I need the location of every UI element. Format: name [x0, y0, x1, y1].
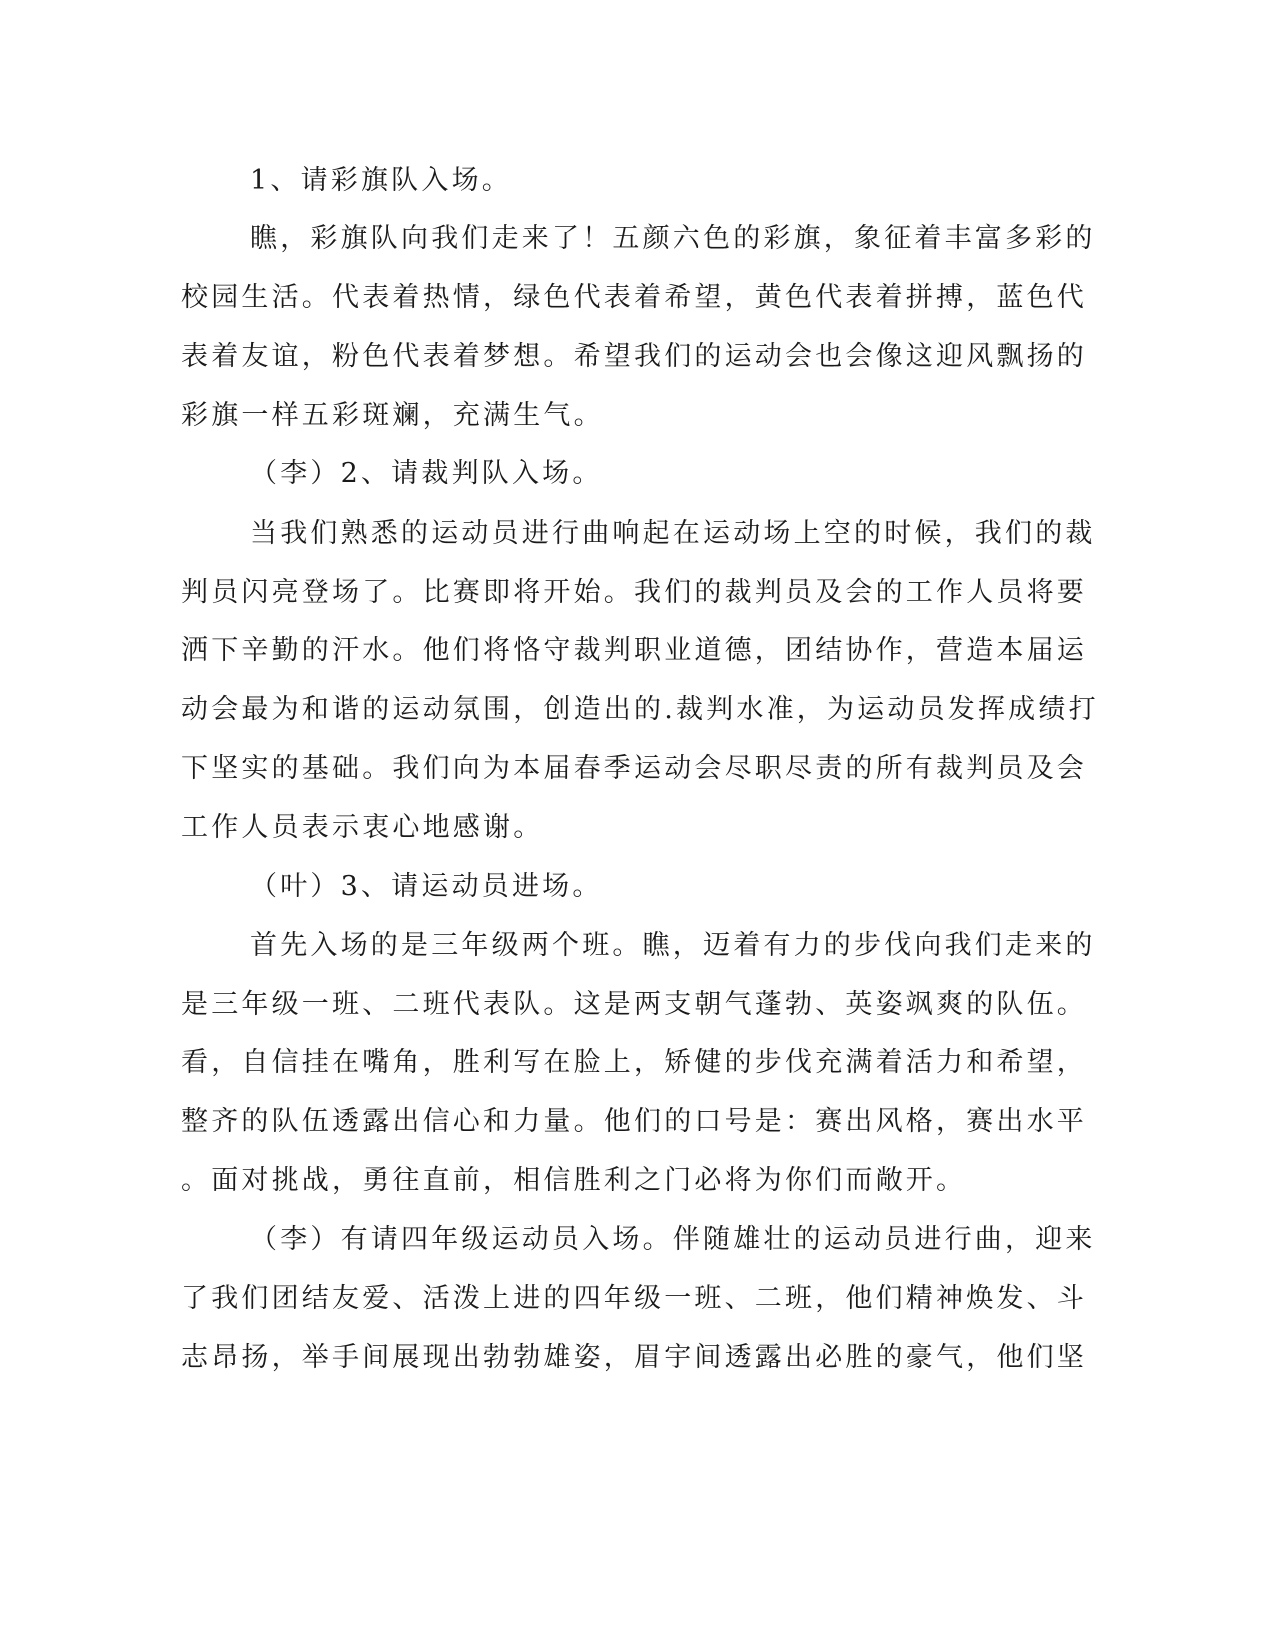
text-line: 看，自信挂在嘴角，胜利写在脸上，矫健的步伐充满着活力和希望，	[181, 1047, 1087, 1078]
text-line: 彩旗一样五彩斑斓，充满生气。	[181, 400, 604, 431]
text-line: 工作人员表示衷心地感谢。	[181, 812, 544, 843]
text-line: 下坚实的基础。我们向为本届春季运动会尽职尽责的所有裁判员及会	[181, 753, 1087, 784]
text-line: （李）2、请裁判队入场。	[250, 458, 603, 489]
text-line: （李）有请四年级运动员入场。伴随雄壮的运动员进行曲，迎来	[250, 1224, 1096, 1255]
text-line: 瞧，彩旗队向我们走来了！五颜六色的彩旗，象征着丰富多彩的	[250, 223, 1096, 254]
text-line: 洒下辛勤的汗水。他们将恪守裁判职业道德，团结协作，营造本届运	[181, 635, 1087, 666]
text-line: 了我们团结友爱、活泼上进的四年级一班、二班，他们精神焕发、斗	[181, 1283, 1087, 1314]
text-line: 首先入场的是三年级两个班。瞧，迈着有力的步伐向我们走来的	[250, 930, 1096, 961]
text-line: 志昂扬，举手间展现出勃勃雄姿，眉宇间透露出必胜的豪气，他们坚	[181, 1342, 1087, 1373]
text-line: 动会最为和谐的运动氛围，创造出的.裁判水准，为运动员发挥成绩打	[181, 694, 1099, 725]
text-line: 。面对挑战，勇往直前，相信胜利之门必将为你们而敞开。	[181, 1165, 967, 1196]
text-line: 表着友谊，粉色代表着梦想。希望我们的运动会也会像这迎风飘扬的	[181, 341, 1087, 372]
text-line: （叶）3、请运动员进场。	[250, 871, 603, 902]
text-line: 1、请彩旗队入场。	[250, 165, 512, 196]
text-line: 当我们熟悉的运动员进行曲响起在运动场上空的时候，我们的裁	[250, 518, 1096, 549]
text-line: 校园生活。代表着热情，绿色代表着希望，黄色代表着拼搏，蓝色代	[181, 282, 1087, 313]
text-line: 判员闪亮登场了。比赛即将开始。我们的裁判员及会的工作人员将要	[181, 577, 1087, 608]
text-line: 是三年级一班、二班代表队。这是两支朝气蓬勃、英姿飒爽的队伍。	[181, 989, 1087, 1020]
text-line: 整齐的队伍透露出信心和力量。他们的口号是：赛出风格，赛出水平	[181, 1106, 1087, 1137]
